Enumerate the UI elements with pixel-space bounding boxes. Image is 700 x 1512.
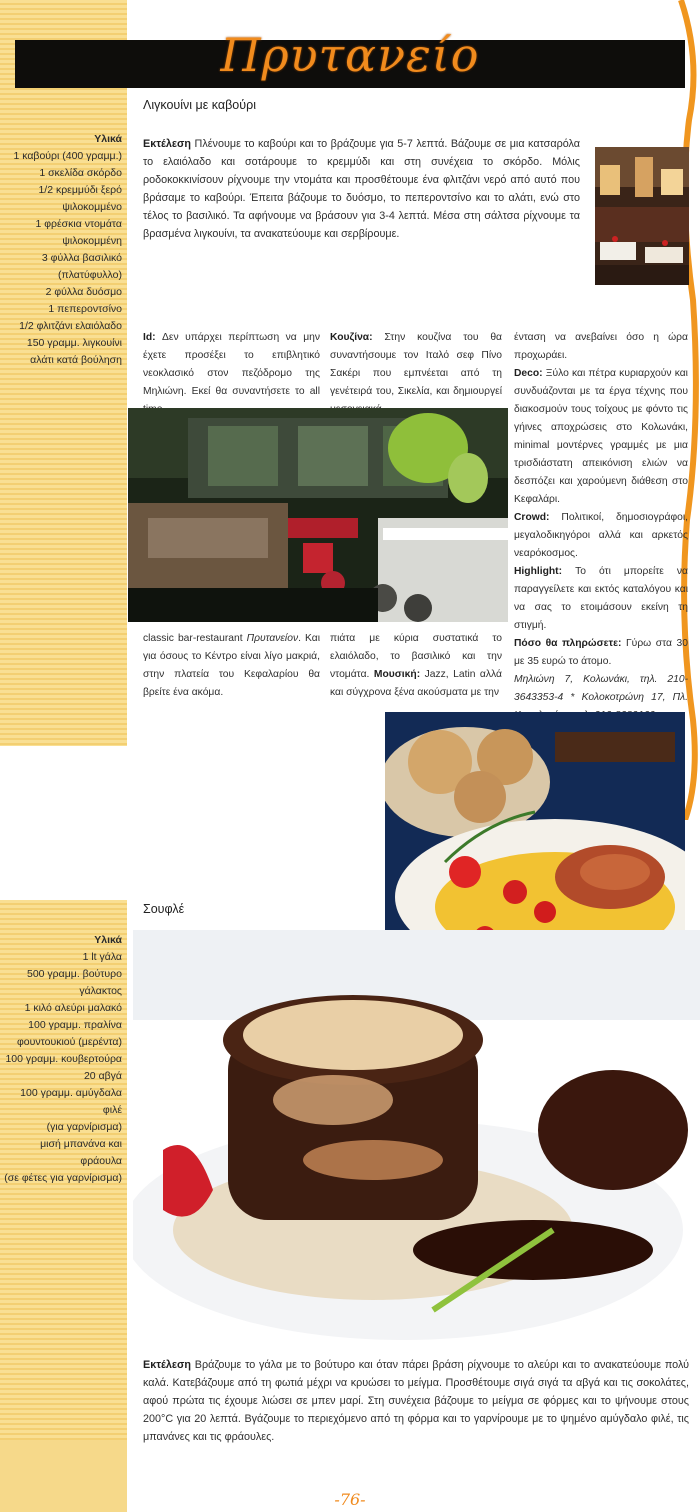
ingredient-item: 100 γραμμ. κουβερτούρα	[5, 1053, 122, 1065]
ingredient-item: 1 πεπεροντσίνο	[48, 303, 122, 315]
ingredient-item: φουντουκιού (μερέντα)	[17, 1036, 122, 1048]
recipe1-ingredients-title: Υλικά	[94, 133, 122, 145]
ingredient-item: 100 γραμμ. πραλίνα	[28, 1019, 122, 1031]
highlight-label: Highlight:	[514, 566, 563, 577]
article-col1-bottom	[143, 630, 320, 702]
recipe1-method-label: Εκτέλεση	[143, 138, 192, 150]
ingredient-item: (για γαρνίρισμα)	[46, 1121, 122, 1133]
ingredient-item: 1 σκελίδα σκόρδο	[39, 167, 122, 179]
article-col2-bottom	[330, 630, 502, 702]
ingredient-item: 1 φρέσκια ντομάτα	[35, 218, 122, 230]
recipe1-ingredients	[0, 131, 122, 369]
ingredient-item: (πλατύφυλλο)	[57, 269, 122, 281]
recipe2-method-label: Εκτέλεση	[143, 1359, 192, 1371]
recipe2-name: Σουφλέ	[143, 902, 185, 916]
page-number: -76-	[334, 1490, 366, 1509]
ingredient-item: (σε φέτες για γαρνίρισμα)	[4, 1172, 122, 1184]
ingredient-item: μισή μπανάνα και φράουλα	[40, 1138, 122, 1167]
recipe1-method	[143, 135, 580, 243]
recipe2-ingredients-title: Υλικά	[94, 934, 122, 946]
ingredient-item: αλάτι κατά βούληση	[30, 354, 122, 366]
article-col3	[514, 329, 688, 725]
lounge-photo	[128, 408, 508, 622]
recipe2-ingredients	[0, 932, 122, 1187]
id-text: Δεν υπάρχει περίπτωση να μην έχετε προσέξει το επιβλητικό νεοκλασικό στον πεζόδρομο της Μηλιώνη. Εκεί θα συναντήσετε το all	[143, 332, 320, 397]
ingredient-item: 100 γραμμ. αμύγδαλα φιλέ	[20, 1087, 122, 1116]
col1-bottom-b: . Και για όσους το Κέντρο είναι λίγο μακριά, στην πλατεία του Κεφαλαρίου θα βρείτε ένα ακόμα.	[143, 633, 320, 698]
restaurant-name-italic: Πρυτανείον	[246, 633, 299, 644]
article-col1-top	[143, 329, 320, 419]
ingredient-item: ψιλοκομμένη	[62, 235, 122, 247]
ingredient-item: γάλακτος	[79, 985, 122, 997]
ingredient-item: 1 κιλό αλεύρι μαλακό	[24, 1002, 122, 1014]
ingredient-item: 3 φύλλα βασιλικό	[41, 252, 122, 264]
music-continued: ένταση να ανεβαίνει όσο η ώρα προχωράει.	[514, 332, 688, 361]
kitchen-text-continued: πιάτα με κύρια συστατικά το ελαιόλαδο, το βασιλικό και την ντομάτα.	[330, 633, 502, 680]
deco-text: Ξύλο και πέτρα κυριαρχούν και συνδυάζονται με τα έργα τέχνης που διακοσμούν τους τοίχους με φόντο τις γήινες αποχρώσεις στο Κολωνάκι, minimal μοντέρνες γραμμές με μια τρισδιάστατη απεικόνιση ελιών να δεσπόζει και χαρούμενη διάθεση στο Κεφαλάρι.	[514, 368, 688, 505]
ingredient-item: 1 lt γάλα	[82, 951, 122, 963]
ingredient-item: ψιλοκομμένο	[62, 201, 122, 213]
price-text: Γύρω στα 30 με 35 ευρώ το άτομο.	[514, 638, 688, 667]
ingredient-item: 1 καβούρι (400 γραμμ.)	[13, 150, 122, 162]
ingredient-item: 1/2 κρεμμύδι ξερό	[38, 184, 122, 196]
page-title: Πρυτανείο	[220, 28, 480, 82]
ingredient-item: 2 φύλλα δυόσμο	[45, 286, 122, 298]
article-col2-top	[330, 329, 502, 419]
music-label: Μουσική:	[373, 669, 421, 680]
price-label: Πόσο θα πληρώσετε:	[514, 638, 622, 649]
col1-bottom-a: classic bar-restaurant	[143, 633, 247, 644]
ingredient-item: 20 αβγά	[83, 1070, 122, 1082]
recipe2-method	[143, 1356, 689, 1446]
kitchen-text: Στην κουζίνα του θα συναντήσουμε τον Ιταλό σεφ Πίνο Σακέρι που εμπνέεται από τη γενέτειρά του, Σικελία, και δημιουργεί	[330, 332, 502, 397]
ingredient-item: 1/2 φλιτζάνι ελαιόλαδο	[19, 320, 122, 332]
ingredient-item: 150 γραμμ. λιγκουίνι	[26, 337, 122, 349]
recipe2-method-text: Βράζουμε το γάλα με το βούτυρο και όταν πάρει βράση ρίχνουμε το αλεύρι και το ανακατεύουμε πολύ καλά. Κατεβάζουμε από τη φωτιά μέχρι να κρυώσει το μείγμα. Προσθέτουμε σιγά σιγά τα αβγά και τις σοκολάτες, αφού πρώτα τις έχουμε λιώσει σε μπεν μαρί. Στη συνέχεια βάζουμε το μείγμα σε φόρμες και το ψήνουμε στους 200°C για 20 λεπτά. Βγάζουμε το περιεχόμενο από τη φόρμα και το γαρνίρουμε με το ψημένο αμύγδαλο φιλέ, τις μπανάνες και τις φράουλες.	[143, 1359, 689, 1443]
deco-label: Deco:	[514, 368, 543, 379]
recipe1-name: Λιγκουίνι με καβούρι	[143, 98, 256, 112]
address: Μηλιώνη 7, Κολωνάκι, τηλ. 210-3643353-4 * Κολοκοτρώνη 17, Πλ.	[514, 674, 688, 703]
crowd-label: Crowd:	[514, 512, 550, 523]
highlight-text: Το ότι μπορείτε να παραγγείλετε και εκτός καταλόγου και να σας το ετοιμάσουν εκείνη τη στιγμή.	[514, 566, 688, 631]
restaurant-interior-photo	[595, 147, 689, 285]
music-text: Jazz, Latin αλλά και σύγχρονα ξένα ακούσματα με την	[330, 669, 502, 698]
id-label: Id:	[143, 332, 156, 343]
ingredient-item: 500 γραμμ. βούτυρο	[27, 968, 122, 980]
ingredients-sidebar-top	[0, 0, 127, 746]
souffle-photo	[133, 930, 700, 1353]
crowd-text: Πολιτικοί, δημοσιογράφοι, μεγαλοδικηγόροι αλλά και αρκετός νεαρόκοσμος.	[514, 512, 688, 559]
recipe1-method-text: Πλένουμε το καβούρι και το βράζουμε για 5-7 λεπτά. Βάζουμε σε μια κατσαρόλα το ελαιόλαδο και σοτάρουμε το κρεμμύδι και στη συνέχεια το σκόρδο. Μόλις ροδοκοκκινίσουν ρίχνουμε την ντομάτα και προσθέτουμε ένα φλιτζάνι νερό από αυτό που βράσαμε το καβούρι. Έπειτα βάζουμε το δυόσμο, το πεπεροντσίνο και το αλάτι, ενώ στο τέλος το βασιλικό. Τα αφήνουμε να βράσουν για 3-4 λεπτά. Μέσα στη σάλτσα ρίχνουμε τα βρασμένα λιγκουίνι, τα ανακατεύουμε και σερβίρουμε.	[143, 138, 580, 240]
kitchen-label: Κουζίνα:	[330, 332, 373, 343]
